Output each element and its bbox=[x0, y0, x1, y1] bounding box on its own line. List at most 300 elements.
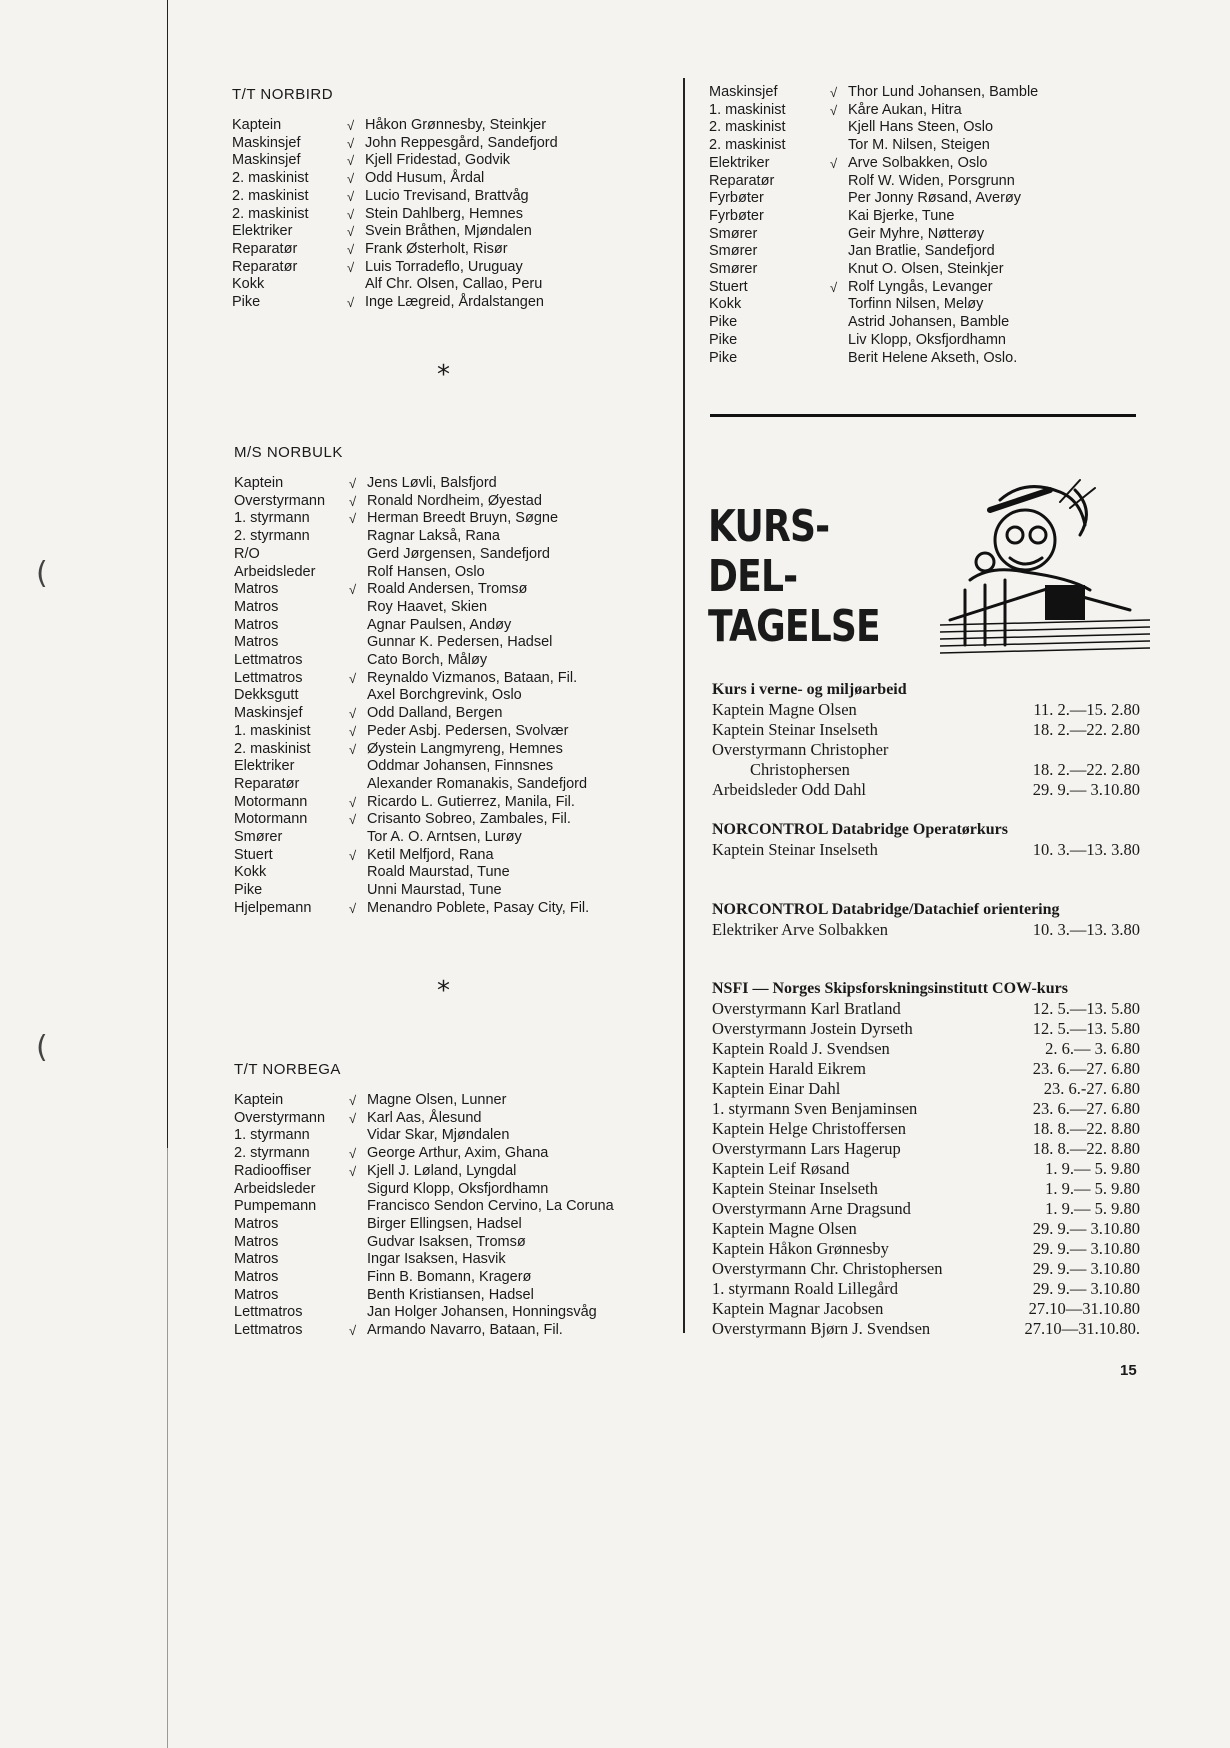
participant-name: Kaptein Magnar Jacobsen bbox=[712, 1299, 884, 1318]
crew-name: Kjell Fridestad, Godvik bbox=[365, 152, 511, 169]
check-mark: √ bbox=[347, 188, 355, 204]
crew-row bbox=[234, 510, 589, 528]
crew-name: Tor M. Nilsen, Steigen bbox=[848, 137, 990, 154]
crew-name: Gudvar Isaksen, Tromsø bbox=[367, 1233, 526, 1250]
check-mark: √ bbox=[349, 1323, 357, 1339]
norbulk-crew-section bbox=[234, 444, 589, 918]
crew-name: Kåre Aukan, Hitra bbox=[848, 101, 962, 118]
course-dates: 1. 9.— 5. 9.80 bbox=[1045, 1199, 1140, 1218]
crew-role: Maskinsjef bbox=[232, 152, 301, 169]
participant-name: Elektriker Arve Solbakken bbox=[712, 920, 888, 939]
crew-role: 2. maskinist bbox=[232, 205, 309, 222]
crew-role: Lettmatros bbox=[234, 1322, 303, 1339]
check-mark bbox=[349, 776, 367, 794]
course-dates: 18. 8.—22. 8.80 bbox=[1032, 1139, 1140, 1158]
course-participants bbox=[712, 700, 1140, 800]
check-mark bbox=[830, 261, 848, 279]
crew-name: Francisco Sendon Cervino, La Coruna bbox=[367, 1198, 614, 1215]
participant-name: Kaptein Håkon Grønnesby bbox=[712, 1239, 889, 1258]
check-mark bbox=[830, 243, 848, 261]
check-mark: √ bbox=[830, 155, 838, 171]
left-margin-rule bbox=[167, 0, 168, 1148]
crew-name: Øystein Langmyreng, Hemnes bbox=[367, 740, 563, 757]
check-mark bbox=[349, 687, 367, 705]
crew-row bbox=[234, 493, 589, 511]
crew-role: Maskinsjef bbox=[232, 134, 301, 151]
check-mark: √ bbox=[349, 812, 357, 828]
crew-row bbox=[234, 864, 589, 882]
course-dates: 29. 9.— 3.10.80 bbox=[1032, 1259, 1140, 1278]
course-participant-row bbox=[712, 760, 1140, 780]
crew-role: Smører bbox=[709, 261, 758, 278]
crew-name: Arve Solbakken, Oslo bbox=[848, 154, 988, 171]
crew-row bbox=[232, 223, 558, 241]
separator-asterisk: * bbox=[437, 976, 450, 1006]
crew-row bbox=[234, 1145, 614, 1163]
crew-row bbox=[234, 794, 589, 812]
crew-row bbox=[234, 599, 589, 617]
participant-name: Overstyrmann Lars Hagerup bbox=[712, 1139, 901, 1158]
crew-role: Pike bbox=[232, 294, 261, 311]
crew-role: Reparatør bbox=[709, 172, 775, 189]
check-mark: √ bbox=[347, 206, 355, 222]
crew-name: Birger Ellingsen, Hadsel bbox=[367, 1215, 522, 1232]
crew-role: Matros bbox=[234, 598, 279, 615]
course-dates: 1. 9.— 5. 9.80 bbox=[1045, 1179, 1140, 1198]
crew-name: Frank Østerholt, Risør bbox=[365, 240, 508, 257]
crew-row bbox=[234, 617, 589, 635]
check-mark bbox=[349, 829, 367, 847]
crew-role: Radiooffiser bbox=[234, 1162, 312, 1179]
check-mark bbox=[349, 652, 367, 670]
check-mark bbox=[349, 1251, 367, 1269]
crew-row bbox=[234, 829, 589, 847]
course-dates: 12. 5.—13. 5.80 bbox=[1032, 999, 1140, 1018]
crew-role: Maskinsjef bbox=[709, 84, 778, 100]
crew-role: Kokk bbox=[709, 296, 742, 313]
check-mark bbox=[349, 1234, 367, 1252]
course-participant-row bbox=[712, 1219, 1140, 1239]
crew-row bbox=[709, 119, 1038, 137]
check-mark: √ bbox=[347, 295, 355, 311]
course-group-verne-miljo bbox=[712, 680, 1140, 800]
crew-row bbox=[234, 652, 589, 670]
crew-name: Unni Maurstad, Tune bbox=[367, 882, 502, 899]
check-mark bbox=[349, 1198, 367, 1216]
heading-line: KURS- bbox=[708, 501, 830, 552]
crew-row bbox=[234, 1269, 614, 1287]
crew-role: 2. maskinist bbox=[232, 187, 309, 204]
crew-row bbox=[709, 84, 1038, 102]
course-participant-row bbox=[712, 920, 1140, 940]
check-mark: √ bbox=[349, 582, 357, 598]
crew-list bbox=[234, 475, 589, 918]
crew-row bbox=[232, 117, 558, 135]
crew-role: Kaptein bbox=[232, 117, 282, 133]
check-mark: √ bbox=[349, 493, 357, 509]
crew-name: Luis Torradeflo, Uruguay bbox=[365, 258, 523, 275]
crew-row bbox=[234, 475, 589, 493]
crew-row bbox=[234, 1163, 614, 1181]
crew-role: Reparatør bbox=[232, 258, 298, 275]
crew-row bbox=[234, 1092, 614, 1110]
crew-name: Finn B. Bomann, Kragerø bbox=[367, 1269, 532, 1286]
crew-role: 2. styrmann bbox=[234, 1145, 310, 1162]
sailor-cartoon-illustration bbox=[930, 470, 1155, 660]
crew-row bbox=[234, 546, 589, 564]
course-participant-row bbox=[712, 740, 1140, 760]
participant-name: Kaptein Steinar Inselseth bbox=[712, 840, 878, 859]
crew-role: Pike bbox=[709, 331, 738, 348]
crew-role: Kaptein bbox=[234, 1092, 284, 1108]
check-mark: √ bbox=[349, 511, 357, 527]
crew-role: Pumpemann bbox=[234, 1198, 317, 1215]
crew-role: 1. styrmann bbox=[234, 1127, 310, 1144]
crew-row bbox=[234, 758, 589, 776]
course-dates: 23. 6.-27. 6.80 bbox=[1043, 1079, 1140, 1098]
course-group-nsfi-cow bbox=[712, 979, 1140, 1339]
crew-name: Crisanto Sobreo, Zambales, Fil. bbox=[367, 811, 571, 828]
check-mark: √ bbox=[830, 102, 838, 118]
check-mark bbox=[830, 226, 848, 244]
crew-row bbox=[234, 741, 589, 759]
course-dates: 29. 9.— 3.10.80 bbox=[1032, 1279, 1140, 1298]
course-participant-row bbox=[712, 1239, 1140, 1259]
participant-name: Kaptein Roald J. Svendsen bbox=[712, 1039, 890, 1058]
course-dates: 1. 9.— 5. 9.80 bbox=[1045, 1159, 1140, 1178]
crew-name: Ketil Melfjord, Rana bbox=[367, 846, 494, 863]
crew-name: George Arthur, Axim, Ghana bbox=[367, 1145, 549, 1162]
course-dates: 23. 6.—27. 6.80 bbox=[1032, 1099, 1140, 1118]
crew-role: Pike bbox=[709, 349, 738, 366]
crew-name: Vidar Skar, Mjøndalen bbox=[367, 1127, 510, 1144]
check-mark bbox=[349, 1269, 367, 1287]
participant-name: Kaptein Helge Christoffersen bbox=[712, 1119, 906, 1138]
check-mark bbox=[349, 1287, 367, 1305]
crew-role: 1. styrmann bbox=[234, 510, 310, 527]
crew-name: Menandro Poblete, Pasay City, Fil. bbox=[367, 899, 590, 916]
course-dates: 12. 5.—13. 5.80 bbox=[1032, 1019, 1140, 1038]
crew-role: Pike bbox=[709, 314, 738, 331]
crew-row bbox=[234, 528, 589, 546]
crew-row bbox=[709, 155, 1038, 173]
crew-name: Herman Breedt Bruyn, Søgne bbox=[367, 510, 559, 527]
crew-row bbox=[709, 279, 1038, 297]
crew-role: Lettmatros bbox=[234, 669, 303, 686]
course-participant-row bbox=[712, 1159, 1140, 1179]
crew-name: Geir Myhre, Nøtterøy bbox=[848, 225, 985, 242]
course-dates: 10. 3.—13. 3.80 bbox=[1032, 840, 1140, 859]
check-mark: √ bbox=[349, 706, 357, 722]
margin-hole-mark-lower: ( bbox=[36, 1030, 48, 1065]
check-mark bbox=[830, 314, 848, 332]
crew-row bbox=[234, 705, 589, 723]
crew-row bbox=[234, 1234, 614, 1252]
participant-name: Kaptein Einar Dahl bbox=[712, 1079, 841, 1098]
crew-role: Elektriker bbox=[232, 223, 293, 240]
crew-row bbox=[709, 226, 1038, 244]
check-mark bbox=[349, 599, 367, 617]
crew-role: Motormann bbox=[234, 811, 308, 828]
crew-name: Rolf Lyngås, Levanger bbox=[848, 278, 993, 295]
course-participant-row bbox=[712, 1079, 1140, 1099]
participant-name: Overstyrmann Chr. Christophersen bbox=[712, 1259, 943, 1278]
crew-name: Roy Haavet, Skien bbox=[367, 598, 488, 615]
crew-list bbox=[709, 84, 1038, 367]
check-mark: √ bbox=[349, 847, 357, 863]
check-mark: √ bbox=[347, 118, 355, 133]
course-participant-row bbox=[712, 700, 1140, 720]
ship-title: T/T NORBEGA bbox=[234, 1061, 341, 1078]
check-mark bbox=[349, 882, 367, 900]
crew-row bbox=[709, 208, 1038, 226]
crew-name: Odd Husum, Årdal bbox=[365, 170, 485, 187]
course-participant-row bbox=[712, 720, 1140, 740]
course-participant-row bbox=[712, 1319, 1140, 1339]
crew-row bbox=[709, 173, 1038, 191]
crew-name: Reynaldo Vizmanos, Bataan, Fil. bbox=[367, 669, 578, 686]
section-divider-rule bbox=[710, 414, 1136, 417]
crew-role: Stuert bbox=[709, 278, 748, 295]
margin-hole-mark-upper: ( bbox=[36, 556, 48, 591]
course-participants bbox=[712, 920, 1140, 940]
crew-row bbox=[232, 170, 558, 188]
crew-role: Smører bbox=[234, 829, 283, 846]
crew-row bbox=[234, 1251, 614, 1269]
crew-row bbox=[709, 243, 1038, 261]
crew-row bbox=[234, 687, 589, 705]
separator-asterisk: * bbox=[437, 360, 450, 390]
crew-row bbox=[234, 1198, 614, 1216]
crew-row bbox=[234, 1181, 614, 1199]
crew-row bbox=[232, 259, 558, 277]
crew-role: Kokk bbox=[234, 864, 267, 881]
crew-name: Kjell Hans Steen, Oslo bbox=[848, 119, 994, 136]
check-mark bbox=[349, 546, 367, 564]
course-dates: 27.10—31.10.80. bbox=[1024, 1319, 1140, 1338]
crew-role: Hjelpemann bbox=[234, 899, 312, 916]
crew-row bbox=[234, 1304, 614, 1322]
check-mark: √ bbox=[349, 723, 357, 739]
column-divider-rule bbox=[683, 78, 685, 1333]
ship-title: T/T NORBIRD bbox=[232, 86, 334, 103]
crew-role: Smører bbox=[709, 243, 758, 260]
crew-name: Ricardo L. Gutierrez, Manila, Fil. bbox=[367, 793, 575, 810]
crew-name: Benth Kristiansen, Hadsel bbox=[367, 1286, 534, 1303]
course-participants bbox=[712, 840, 1140, 860]
course-participant-row bbox=[712, 1099, 1140, 1119]
left-margin-rule-lower bbox=[167, 1148, 168, 1748]
course-participant-row bbox=[712, 1059, 1140, 1079]
crew-role: Elektriker bbox=[709, 154, 770, 171]
crew-name: Odd Dalland, Bergen bbox=[367, 705, 503, 722]
participant-name: Christophersen bbox=[750, 760, 850, 779]
check-mark bbox=[830, 119, 848, 137]
check-mark bbox=[349, 617, 367, 635]
course-participant-row bbox=[712, 1119, 1140, 1139]
crew-name: Knut O. Olsen, Steinkjer bbox=[848, 261, 1004, 278]
participant-name: Overstyrmann Karl Bratland bbox=[712, 999, 901, 1018]
check-mark bbox=[830, 173, 848, 191]
crew-role: Pike bbox=[234, 882, 263, 899]
crew-name: Roald Maurstad, Tune bbox=[367, 864, 510, 881]
crew-name: Ingar Isaksen, Hasvik bbox=[367, 1251, 506, 1268]
participant-name: Arbeidsleder Odd Dahl bbox=[712, 780, 866, 799]
crew-row bbox=[234, 1110, 614, 1128]
crew-row bbox=[709, 350, 1038, 368]
course-participant-row bbox=[712, 1259, 1140, 1279]
course-heading: NSFI — Norges Skipsforskningsinstitutt COW-kurs bbox=[712, 980, 1068, 997]
crew-name: Liv Klopp, Oksfjordhamn bbox=[848, 331, 1006, 348]
course-dates: 27.10—31.10.80 bbox=[1028, 1299, 1140, 1318]
crew-role: Fyrbøter bbox=[709, 207, 764, 224]
crew-role: R/O bbox=[234, 545, 260, 562]
crew-role: Arbeidsleder bbox=[234, 563, 316, 580]
norbega-crew-section bbox=[234, 1061, 614, 1340]
crew-name: Kai Bjerke, Tune bbox=[848, 207, 955, 224]
crew-name: Kjell J. Løland, Lyngdal bbox=[367, 1162, 517, 1179]
check-mark bbox=[830, 332, 848, 350]
crew-name: Stein Dahlberg, Hemnes bbox=[365, 205, 523, 222]
course-heading: NORCONTROL Databridge Operatørkurs bbox=[712, 821, 1008, 838]
check-mark bbox=[830, 190, 848, 208]
crew-name: Torfinn Nilsen, Meløy bbox=[848, 296, 984, 313]
check-mark bbox=[349, 528, 367, 546]
crew-role: 2. maskinist bbox=[709, 119, 786, 136]
crew-row bbox=[234, 634, 589, 652]
course-participant-row bbox=[712, 1139, 1140, 1159]
crew-name: Cato Borch, Måløy bbox=[367, 652, 488, 669]
course-participant-row bbox=[712, 840, 1140, 860]
crew-row bbox=[234, 1216, 614, 1234]
crew-name: John Reppesgård, Sandefjord bbox=[365, 134, 558, 151]
crew-role: Reparatør bbox=[234, 775, 300, 792]
crew-row bbox=[709, 190, 1038, 208]
crew-name: Roald Andersen, Tromsø bbox=[367, 581, 528, 598]
kursdeltagelse-heading bbox=[708, 501, 880, 652]
check-mark: √ bbox=[349, 900, 357, 916]
crew-list bbox=[232, 117, 558, 312]
crew-name: Per Jonny Røsand, Averøy bbox=[848, 190, 1022, 207]
course-heading: NORCONTROL Databridge/Datachief orientering bbox=[712, 901, 1060, 918]
norbird-crew-continued-section bbox=[709, 84, 1038, 367]
course-dates: 29. 9.— 3.10.80 bbox=[1032, 1219, 1140, 1238]
crew-name: Gerd Jørgensen, Sandefjord bbox=[367, 545, 550, 562]
course-heading: Kurs i verne- og miljøarbeid bbox=[712, 681, 907, 698]
check-mark bbox=[349, 564, 367, 582]
check-mark: √ bbox=[349, 1110, 357, 1126]
check-mark bbox=[830, 296, 848, 314]
crew-role: Matros bbox=[234, 1269, 279, 1286]
crew-row bbox=[232, 152, 558, 170]
crew-name: Magne Olsen, Lunner bbox=[367, 1092, 507, 1108]
course-participant-row bbox=[712, 1039, 1140, 1059]
check-mark: √ bbox=[347, 171, 355, 187]
check-mark bbox=[830, 208, 848, 226]
check-mark bbox=[349, 1181, 367, 1199]
crew-row bbox=[232, 188, 558, 206]
crew-role: Overstyrmann bbox=[234, 1109, 326, 1126]
crew-role: Matros bbox=[234, 1215, 279, 1232]
course-participant-row bbox=[712, 1179, 1140, 1199]
heading-line: DEL- bbox=[708, 551, 798, 602]
crew-role: Dekksgutt bbox=[234, 687, 299, 704]
crew-row bbox=[232, 276, 558, 294]
crew-name: Jan Bratlie, Sandefjord bbox=[848, 243, 995, 260]
check-mark bbox=[349, 1304, 367, 1322]
crew-name: Inge Lægreid, Årdalstangen bbox=[365, 294, 544, 311]
course-dates: 18. 2.—22. 2.80 bbox=[1032, 720, 1140, 739]
check-mark bbox=[349, 864, 367, 882]
page-number: 15 bbox=[1120, 1362, 1137, 1379]
crew-name: Astrid Johansen, Bamble bbox=[848, 314, 1010, 331]
course-dates: 18. 2.—22. 2.80 bbox=[1032, 760, 1140, 779]
check-mark bbox=[830, 350, 848, 368]
crew-name: Ronald Nordheim, Øyestad bbox=[367, 492, 542, 509]
crew-role: Maskinsjef bbox=[234, 705, 303, 722]
crew-role: Kaptein bbox=[234, 475, 284, 491]
course-participant-row bbox=[712, 999, 1140, 1019]
crew-name: Tor A. O. Arntsen, Lurøy bbox=[367, 829, 522, 846]
check-mark bbox=[830, 137, 848, 155]
check-mark: √ bbox=[349, 670, 357, 686]
crew-role: Matros bbox=[234, 634, 279, 651]
participant-name: Kaptein Magne Olsen bbox=[712, 1219, 857, 1238]
check-mark bbox=[347, 276, 365, 294]
participant-name: Kaptein Steinar Inselseth bbox=[712, 720, 878, 739]
course-participants bbox=[712, 999, 1140, 1339]
crew-name: Håkon Grønnesby, Steinkjer bbox=[365, 117, 547, 133]
crew-row bbox=[234, 670, 589, 688]
crew-name: Ragnar Lakså, Rana bbox=[367, 528, 500, 545]
crew-name: Peder Asbj. Pedersen, Svolvær bbox=[367, 722, 569, 739]
crew-row bbox=[234, 581, 589, 599]
check-mark: √ bbox=[830, 85, 838, 100]
crew-role: Stuert bbox=[234, 846, 273, 863]
crew-name: Rolf W. Widen, Porsgrunn bbox=[848, 172, 1015, 189]
crew-name: Gunnar K. Pedersen, Hadsel bbox=[367, 634, 553, 651]
course-dates: 18. 8.—22. 8.80 bbox=[1032, 1119, 1140, 1138]
crew-role: Matros bbox=[234, 1233, 279, 1250]
course-participant-row bbox=[712, 1299, 1140, 1319]
crew-name: Agnar Paulsen, Andøy bbox=[367, 616, 512, 633]
crew-name: Rolf Hansen, Oslo bbox=[367, 563, 485, 580]
crew-name: Alexander Romanakis, Sandefjord bbox=[367, 775, 588, 792]
check-mark: √ bbox=[347, 224, 355, 240]
crew-role: Reparatør bbox=[232, 240, 298, 257]
check-mark: √ bbox=[347, 259, 355, 275]
crew-role: 2. styrmann bbox=[234, 528, 310, 545]
crew-row bbox=[709, 332, 1038, 350]
crew-role: Elektriker bbox=[234, 758, 295, 775]
course-participant-row bbox=[712, 1279, 1140, 1299]
check-mark bbox=[349, 1216, 367, 1234]
crew-name: Berit Helene Akseth, Oslo. bbox=[848, 349, 1018, 366]
crew-role: Motormann bbox=[234, 793, 308, 810]
check-mark: √ bbox=[349, 1093, 357, 1108]
participant-name: Kaptein Harald Eikrem bbox=[712, 1059, 866, 1078]
crew-row bbox=[234, 900, 589, 918]
crew-row bbox=[709, 137, 1038, 155]
check-mark bbox=[349, 758, 367, 776]
check-mark: √ bbox=[349, 741, 357, 757]
crew-row bbox=[234, 811, 589, 829]
crew-role: Matros bbox=[234, 581, 279, 598]
check-mark: √ bbox=[349, 794, 357, 810]
crew-role: Smører bbox=[709, 225, 758, 242]
crew-name: Axel Borchgrevink, Oslo bbox=[367, 687, 522, 704]
crew-role: Overstyrmann bbox=[234, 492, 326, 509]
